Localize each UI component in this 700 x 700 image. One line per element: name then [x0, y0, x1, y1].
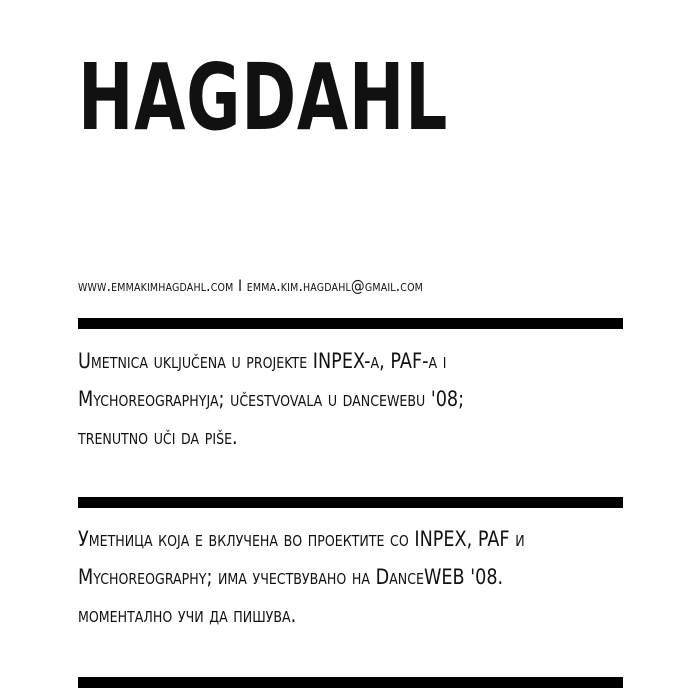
bio-serbian: [78, 342, 616, 456]
bio-serbian-line: Umetnica uključena u projekte INPEX-a, PAF-a i: [78, 349, 447, 373]
divider-top: [78, 318, 623, 329]
bio-macedonian-line: моментално учи да пишува.: [78, 603, 297, 627]
bio-macedonian-line: Mychoreography; има учествувано на DanceWEB '08.: [78, 565, 504, 589]
divider-bottom: [78, 677, 623, 688]
contact-info: www.emmakimhagdahl.com I emma.kim.hagdahl@gmail.com: [78, 276, 424, 295]
bio-macedonian-line: Уметница која е вклучена во проектите со INPEX, PAF и: [78, 527, 525, 551]
page-title: HAGDAHL: [78, 44, 449, 151]
divider-middle: [78, 497, 623, 508]
bio-macedonian: [78, 520, 616, 634]
bio-serbian-line: trenutno uči da piše.: [78, 425, 238, 449]
bio-serbian-line: Mychoreographyja; učestvovala u dancewebu '08;: [78, 387, 465, 411]
